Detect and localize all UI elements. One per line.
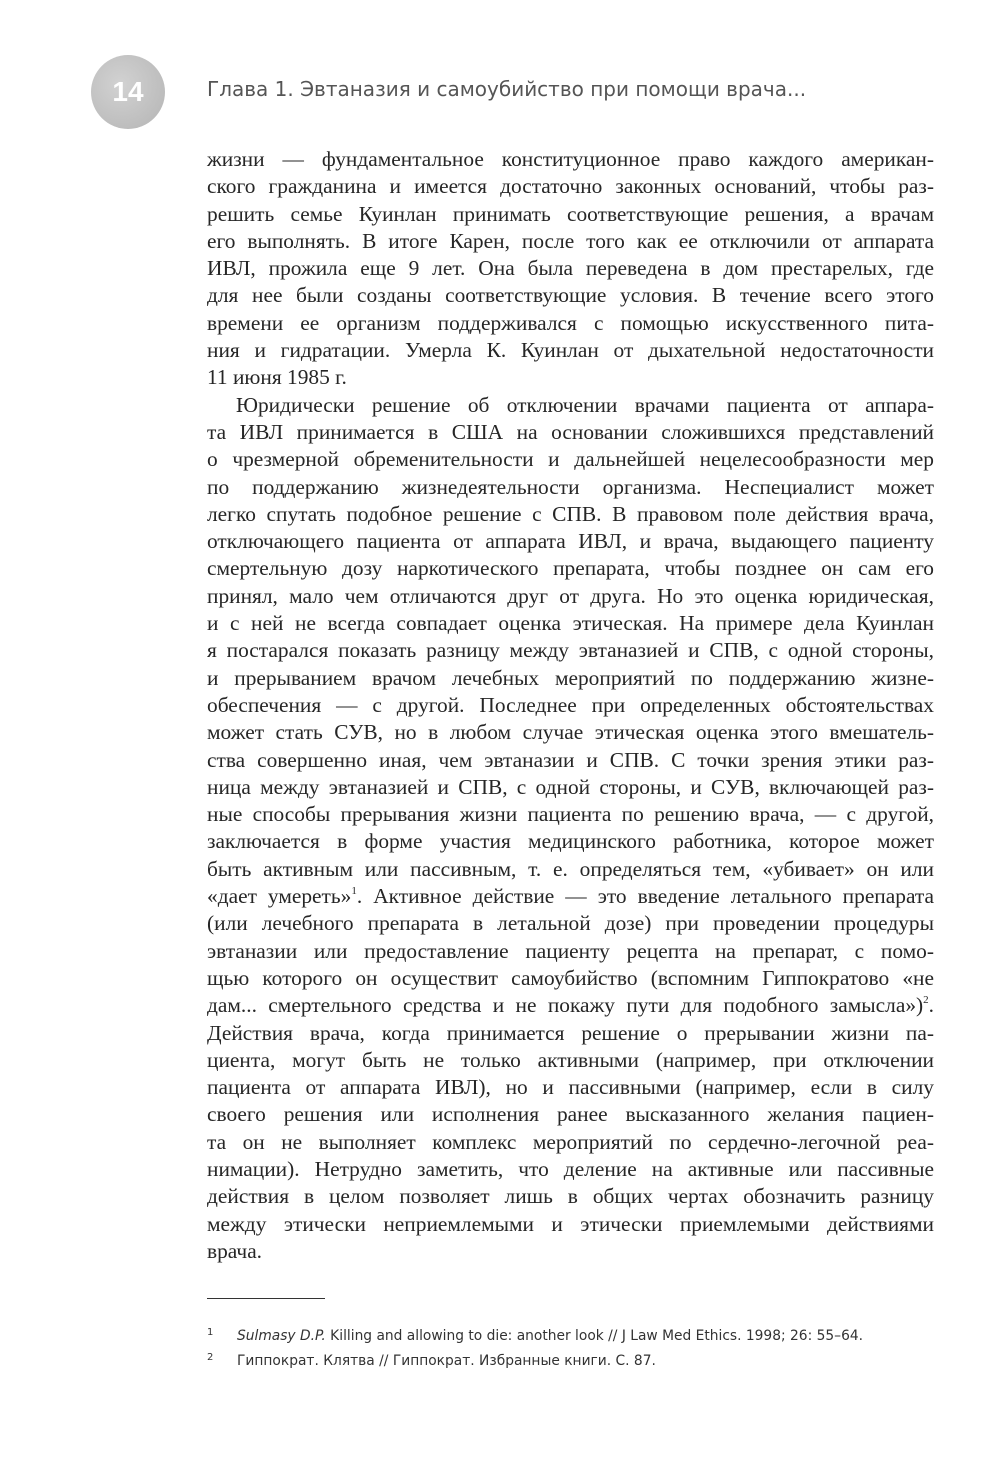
page-number-badge bbox=[91, 55, 165, 129]
text-line: (или лечебного препарата в летальной дозе) при проведении процедуры bbox=[207, 911, 934, 936]
footnote-author: Sulmasy D.P. bbox=[237, 1328, 326, 1344]
text-line: быть активным или пассивным, т. е. определяться тем, «убивает» он или bbox=[207, 856, 934, 881]
footnotes bbox=[207, 1324, 947, 1374]
text-line-with-footnote-ref bbox=[207, 883, 934, 910]
text-segment: «дает умереть» bbox=[207, 884, 352, 909]
text-line: циента, могут быть не только активными (например, при отключении bbox=[207, 1047, 934, 1072]
text-line: обеспечения — с другой. Последнее при определенных обстоятельствах bbox=[207, 692, 934, 717]
text-line: по поддержанию жизнедеятельности организма. Неспециалист может bbox=[207, 474, 934, 499]
text-line: и прерыванием врачом лечебных мероприятий по поддержанию жизне- bbox=[207, 665, 934, 690]
text-line: ства совершенно иная, чем эвтаназии и СПВ. С точки зрения этики раз- bbox=[207, 747, 934, 772]
text-line: времени ее организм поддерживался с помощью искусственного пита- bbox=[207, 310, 934, 335]
text-line: врача. bbox=[207, 1238, 263, 1263]
paragraph bbox=[207, 392, 934, 1266]
text-line: ИВЛ, прожила еще 9 лет. Она была переведена в дом престарелых, где bbox=[207, 256, 934, 281]
text-line: его выполнять. В итоге Карен, после того как ее отключили от аппарата bbox=[207, 228, 934, 253]
text-segment: . bbox=[928, 993, 934, 1018]
text-line: ные способы прерывания жизни пациента по решению врача, — с другой, bbox=[207, 802, 934, 827]
footnote-ref-2: 2 bbox=[923, 994, 929, 1007]
text-segment: . Активное действие — это введение летального препарата bbox=[356, 884, 934, 909]
footnote-separator bbox=[207, 1298, 325, 1299]
text-line: для нее были созданы соответствующие условия. В течение всего этого bbox=[207, 283, 934, 308]
text-line: заключается в форме участия медицинского работника, которое может bbox=[207, 829, 934, 854]
text-line: решить семье Куинлан принимать соответствующие решения, а врачам bbox=[207, 201, 934, 226]
text-segment: дам... смертельного средства и не покажу пути для подобного замысла») bbox=[207, 993, 924, 1018]
text-line-with-footnote-ref bbox=[207, 992, 934, 1019]
text-line: легко спутать подобное решение с СПВ. В правовом поле действия врача, bbox=[207, 501, 934, 526]
text-line: щью которого он осуществит самоубийство (вспомним Гиппократово «не bbox=[207, 965, 934, 990]
text-line: 11 июня 1985 г. bbox=[207, 365, 347, 390]
footnote-text: Гиппократ. Клятва // Гиппократ. Избранные книги. С. 87. bbox=[237, 1353, 656, 1369]
text-line: жизни — фундаментальное конституционное право каждого американ- bbox=[207, 147, 934, 171]
footnote-number: 1 bbox=[207, 1327, 214, 1338]
text-line: та ИВЛ принимается в США на основании сложившихся представлений bbox=[207, 419, 934, 444]
running-head: Глава 1. Эвтаназия и самоубийство при помощи врача... bbox=[207, 77, 807, 101]
text-line: ница между эвтаназией и СПВ, с одной стороны, и СУВ, включающей раз- bbox=[207, 774, 934, 799]
footnote-ref-1: 1 bbox=[351, 885, 357, 898]
footnote-2 bbox=[207, 1349, 947, 1374]
footnote-text: Killing and allowing to die: another look // J Law Med Ethics. 1998; 26: 55–64. bbox=[325, 1328, 864, 1344]
body-text bbox=[207, 146, 934, 1265]
footnote-number: 2 bbox=[207, 1352, 214, 1363]
text-line: действия в целом позволяет лишь в общих чертах обозначить разницу bbox=[207, 1184, 934, 1209]
text-line: пациента от аппарата ИВЛ), но и пассивными (например, если в силу bbox=[207, 1075, 934, 1100]
text-line: между этически неприемлемыми и этически приемлемыми действиями bbox=[207, 1211, 934, 1236]
text-line: может стать СУВ, но в любом случае этическая оценка этого вмешатель- bbox=[207, 720, 934, 745]
text-line: эвтаназии или предоставление пациенту рецепта на препарат, с помо- bbox=[207, 938, 934, 963]
paragraph bbox=[207, 146, 934, 392]
text-line: ния и гидратации. Умерла К. Куинлан от дыхательной недостаточности bbox=[207, 338, 934, 363]
text-line: своего решения или исполнения ранее высказанного желания пациен- bbox=[207, 1102, 934, 1127]
text-line: принял, мало чем отличаются друг от друга. Но это оценка юридическая, bbox=[207, 583, 934, 608]
text-line: Действия врача, когда принимается решение о прерывании жизни па- bbox=[207, 1020, 934, 1045]
text-line: ского гражданина и имеется достаточно законных оснований, чтобы раз- bbox=[207, 174, 934, 199]
text-line: нимации). Нетрудно заметить, что деление на активные или пассивные bbox=[207, 1156, 934, 1181]
footnote-1 bbox=[207, 1324, 947, 1349]
text-line: смертельную дозу наркотического препарата, чтобы позднее он сам его bbox=[207, 556, 934, 581]
text-line: та он не выполняет комплекс мероприятий по сердечно-легочной реа- bbox=[207, 1129, 934, 1154]
text-line: Юридически решение об отключении врачами пациента от аппара- bbox=[236, 392, 934, 417]
text-line: и с ней не всегда совпадает оценка этическая. На примере дела Куинлан bbox=[207, 611, 934, 636]
text-line: отключающего пациента от аппарата ИВЛ, и врача, выдающего пациенту bbox=[207, 529, 934, 554]
text-line: о чрезмерной обременительности и дальнейшей нецелесообразности мер bbox=[207, 447, 934, 472]
text-line: я постарался показать разницу между эвтаназией и СПВ, с одной стороны, bbox=[207, 638, 934, 663]
page-number: 14 bbox=[112, 76, 144, 107]
